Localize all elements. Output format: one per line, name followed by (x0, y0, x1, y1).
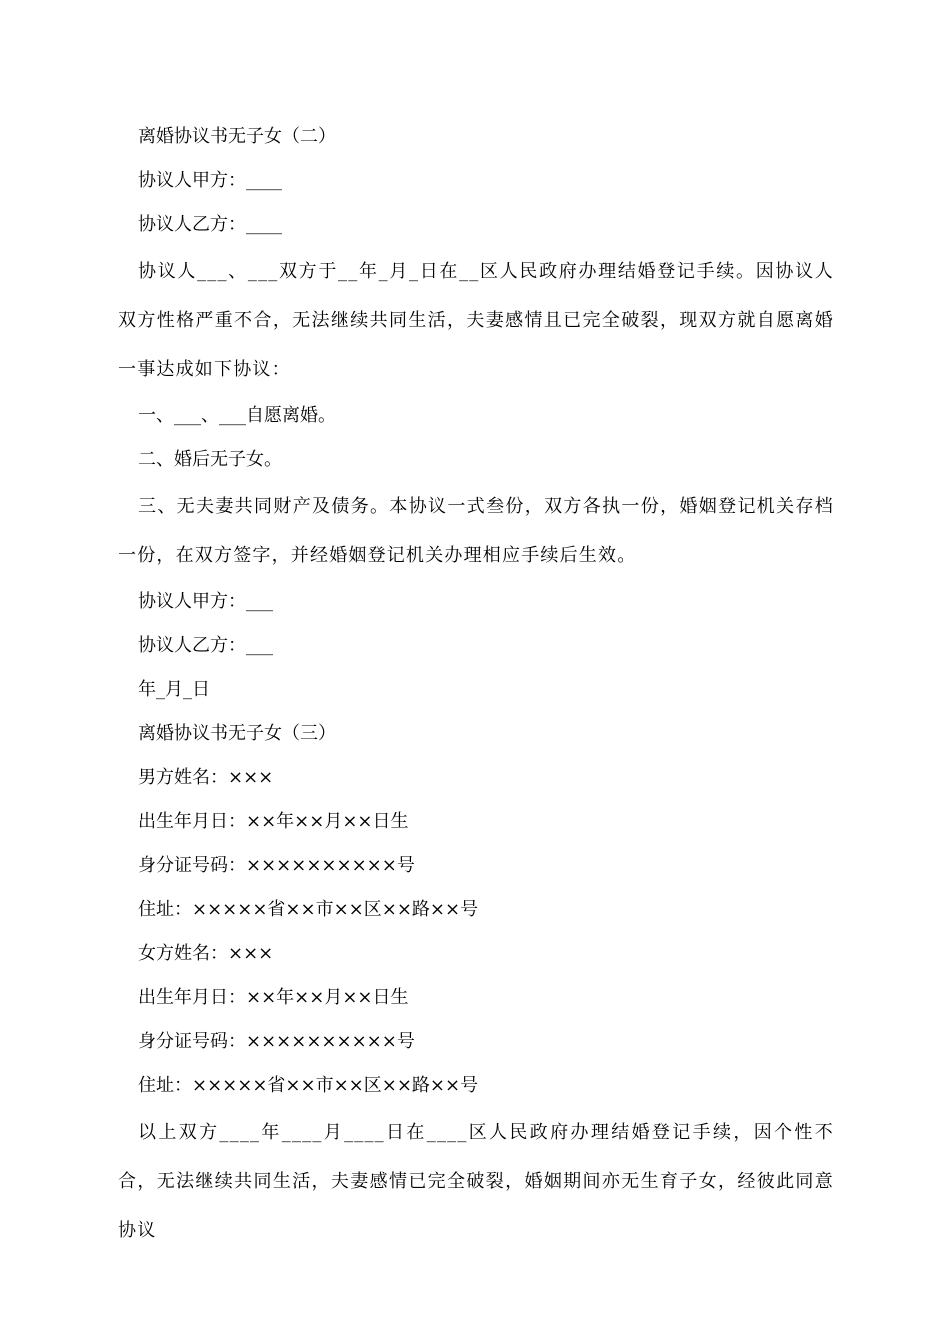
male-id: 身分证号码：××××××××××号 (138, 855, 415, 876)
female-birth: 出生年月日：××年××月××日生 (138, 987, 409, 1008)
male-birth: 出生年月日：××年××月××日生 (138, 811, 409, 832)
clause-3: 三、无夫妻共同财产及债务。本协议一式叁份，双方各执一份，婚姻登记机关存档一份，在双方签字，并经婚姻登记机关办理相应手续后生效。 (118, 496, 834, 566)
document-body (118, 115, 834, 1241)
section-title-2: 离婚协议书无子女（二） (138, 126, 336, 147)
clause-1: 一、___、___自愿离婚。 (138, 405, 336, 426)
clause-2: 二、婚后无子女。 (138, 449, 282, 470)
male-address: 住址：×××××省××市××区××路××号 (138, 899, 479, 920)
closing-paragraph: 以上双方____年____月____日在____区人民政府办理结婚登记手续，因个性不合，无法继续共同生活，夫妻感情已完全破裂，婚姻期间亦无生育子女，经彼此同意协议 (118, 1122, 834, 1241)
male-name: 男方姓名：××× (138, 767, 274, 788)
party-a-line: 协议人甲方：____ (138, 170, 282, 191)
party-b-line: 协议人乙方：____ (138, 214, 282, 235)
party-a-signature: 协议人甲方：___ (138, 591, 273, 612)
female-id: 身分证号码：××××××××××号 (138, 1031, 415, 1052)
intro-paragraph: 协议人___、___双方于__年_月_日在__区人民政府办理结婚登记手续。因协议人双方性格严重不合，无法继续共同生活，夫妻感情且已完全破裂，现双方就自愿离婚一事达成如下协议： (118, 261, 834, 380)
female-name: 女方姓名：××× (138, 943, 274, 964)
section-title-3: 离婚协议书无子女（三） (138, 723, 336, 744)
party-b-signature: 协议人乙方：___ (138, 635, 273, 656)
date-line: 年_月_日 (138, 679, 210, 700)
female-address: 住址：×××××省××市××区××路××号 (138, 1075, 479, 1096)
